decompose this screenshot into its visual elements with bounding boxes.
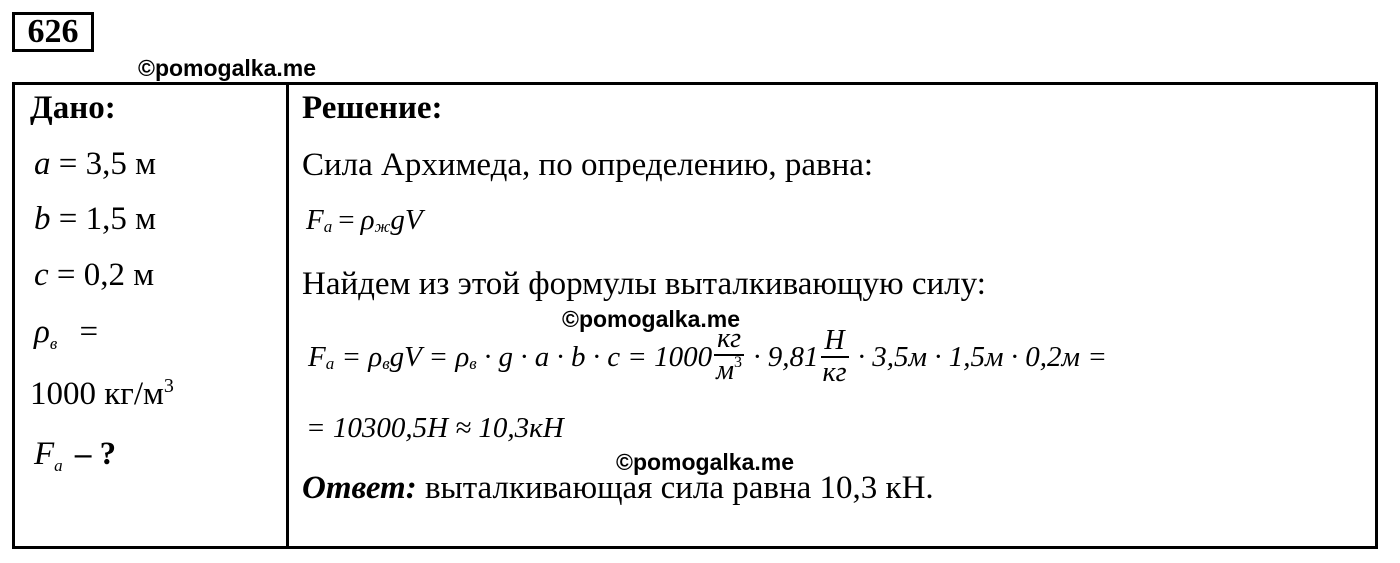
f1-lhs-sub: a [323,217,333,236]
f3: = 10300,5Н ≈ 10,3кН [306,412,564,444]
rho-exponent: 3 [163,375,174,397]
answer-line [302,470,934,506]
given-b [34,201,156,237]
fraction-kg-per-m3 [714,324,744,390]
var-b: b [34,201,51,237]
f2-part2: = ρ [334,341,383,373]
given-rho-value [30,376,174,416]
f2-part5: · 9,81 [746,341,819,373]
var-c: c [34,257,49,293]
value-a: = 3,5 м [58,146,156,182]
watermark: ©pomogalka.me [138,55,316,81]
var-F: F [34,436,55,472]
solution-heading: Решение: [302,90,443,126]
given-rho [34,314,98,355]
watermark: ©pomogalka.me [562,306,740,332]
frac1-numerator: кг [714,324,744,356]
f1-rho: ρ [360,204,375,236]
frac2-denominator: кг [822,357,847,388]
f1-rest: gV [390,204,423,236]
f2-part6: · 3,5м · 1,5м · 0,2м = [850,341,1107,373]
rho-eq: = [79,314,99,350]
f2-part4: · g · a · b · c = 1000 [476,341,713,373]
frac1-denominator: $м^3$ [716,354,743,386]
find-text: – ? [74,436,117,472]
table-divider [286,82,289,549]
rho-value: 1000 кг/м [30,376,164,412]
solution-line1: Сила Архимеда, по определению, равна: [302,147,874,183]
answer-text: выталкивающая сила равна 10,3 кН. [416,470,934,506]
fraction-n-per-kg [821,326,849,388]
f2-part2-sub: в [382,354,390,373]
rho-subscript: в [49,334,58,353]
f2-part1-sub: a [325,354,335,373]
f2-part1: F [308,341,326,373]
value-b: = 1,5 м [58,201,156,237]
solution-line2: Найдем из этой формулы выталкивающую силу: [302,266,986,302]
given-find [34,436,116,477]
formula-calculation [308,324,1107,390]
watermark: ©pomogalka.me [616,449,794,475]
given-heading: Дано: [30,90,116,126]
answer-label: Ответ: [302,470,417,506]
f1-lhs: F [306,204,324,236]
problem-number: 626 [12,12,94,52]
f1-eq: = [338,204,355,236]
formula-result [306,410,564,446]
f2-part3-sub: в [469,354,477,373]
f1-rho-sub: ж [374,217,391,236]
F-subscript: a [54,456,63,475]
var-rho: ρ [34,314,50,350]
var-a: a [34,146,51,182]
given-c [34,257,154,293]
given-a [34,146,156,182]
f2-part3: gV = ρ [389,341,470,373]
frac2-numerator: Н [821,326,849,358]
value-c: = 0,2 м [56,257,155,293]
formula-archimedes [306,202,423,238]
